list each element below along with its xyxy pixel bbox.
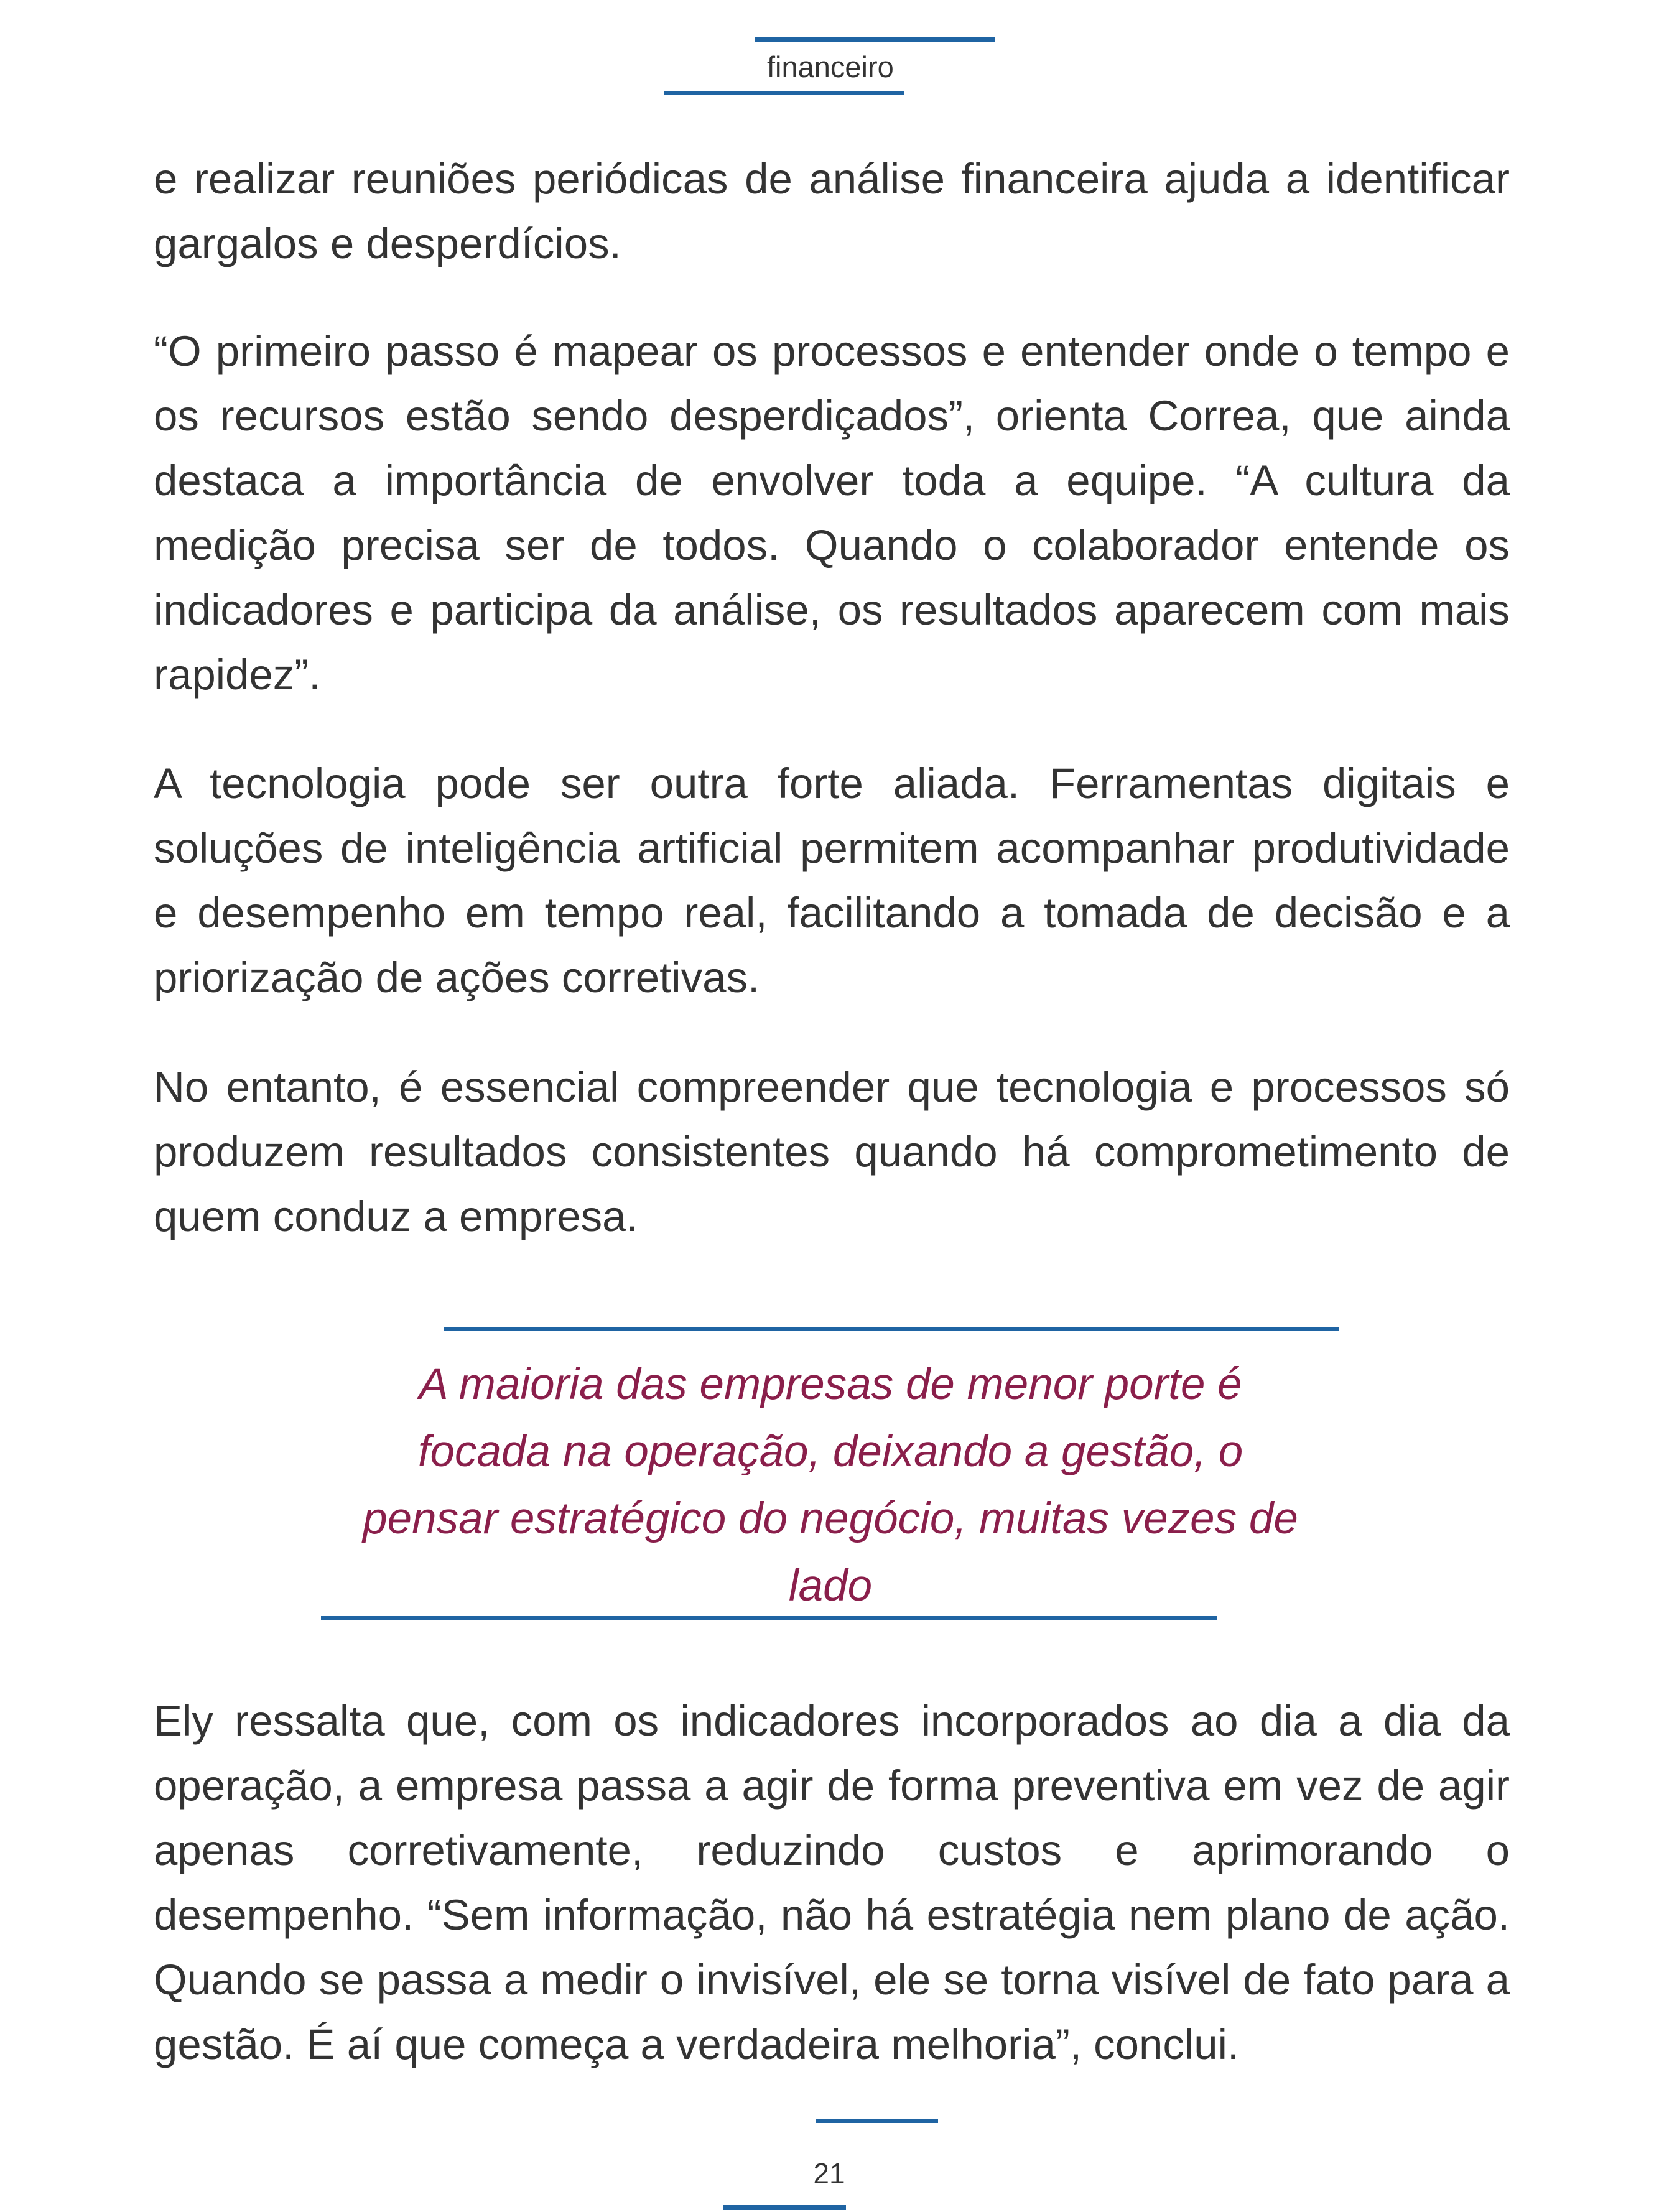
page-number: 21 [813, 2157, 845, 2190]
paragraph-3: A tecnologia pode ser outra forte aliada. Ferramentas digitais e soluções de inteligência artificial permitem acompanhar produtividade e desempenho em tempo real, facilitando a tomada de decisão e a priorização de ações corretivas. [154, 760, 1510, 1001]
paragraph-5: Ely ressalta que, com os indicadores incorporados ao dia a dia da operação, a empresa passa a agir de forma preventiva em vez de agir apenas corretivamente, reduzindo custos e aprimorando o desempenho. “Sem informação, não há estratégia nem plano de ação. Quando se passa a medir o invisível, ele se torna visível de fato para a gestão. É aí que começa a verdadeira melhoria”, conclui. [154, 1697, 1510, 2068]
pull-quote: A maioria das empresas de menor porte é focada na operação, deixando a gestão, o pensar estratégico do negócio, muitas vezes de lado [363, 1360, 1298, 1610]
header-rule-top [755, 37, 995, 42]
footer-rule-bottom [723, 2205, 846, 2210]
paragraph-4: No entanto, é essencial compreender que tecnologia e processos só produzem resultados consistentes quando há comprometimento de quem conduz a empresa. [154, 1063, 1510, 1240]
section-label: financeiro [767, 50, 894, 83]
paragraph-1: e realizar reuniões periódicas de análise financeira ajuda a identificar gargalos e desperdícios. [154, 155, 1510, 267]
paragraph-2: “O primeiro passo é mapear os processos e entender onde o tempo e os recursos estão sendo desperdiçados”, orienta Correa, que ainda destaca a importância de envolver toda a equipe. “A cultura da medição precisa ser de todos. Quando o colaborador entende os indicadores e participa da análise, os resultados aparecem com mais rapidez”. [154, 327, 1510, 699]
footer-rule-top [816, 2119, 938, 2123]
quote-rule-bottom [321, 1616, 1217, 1620]
header-rule-bottom [664, 91, 904, 95]
quote-rule-top [444, 1327, 1339, 1331]
